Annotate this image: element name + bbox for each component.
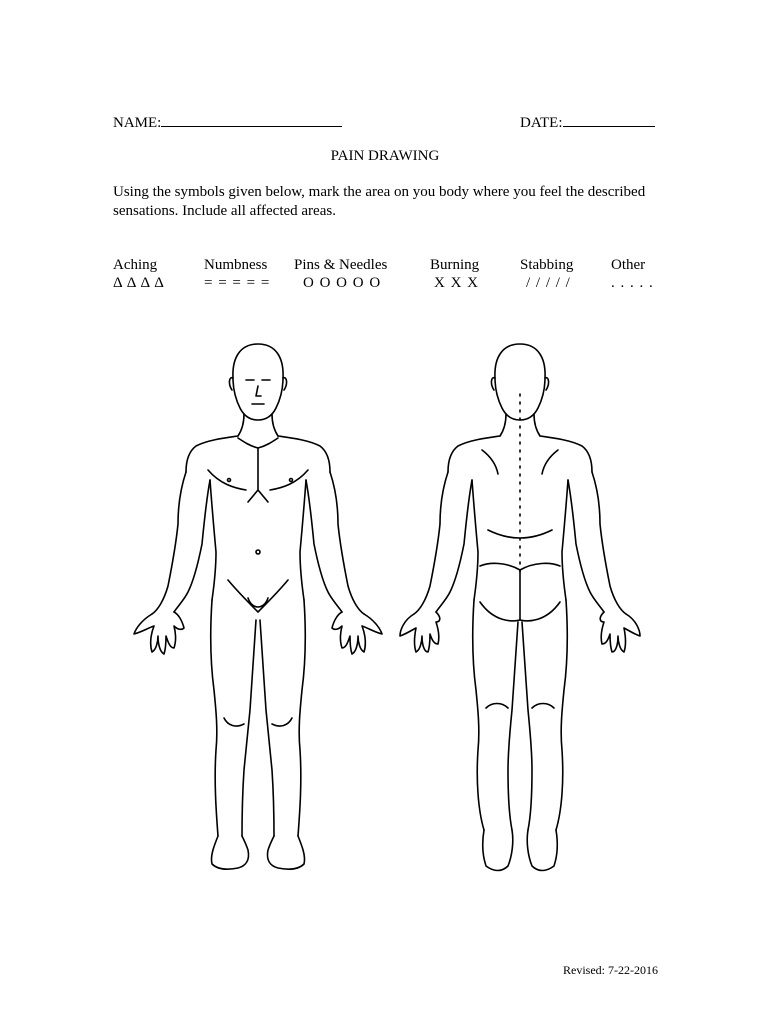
- legend-symbol: = = = = =: [204, 275, 271, 291]
- legend-item-other: [611, 256, 654, 292]
- name-label: NAME:: [113, 115, 162, 131]
- legend-symbol: . . . . .: [611, 275, 654, 291]
- legend-label: Stabbing: [520, 257, 574, 273]
- date-blank-line[interactable]: [563, 112, 655, 127]
- instructions-text: Using the symbols given below, mark the area on you body where you feel the described sensations. Include all affected areas.: [113, 184, 646, 219]
- legend-label: Aching: [113, 257, 158, 273]
- body-front-icon: [128, 330, 388, 890]
- legend-symbol: / / / / /: [526, 275, 571, 291]
- body-back-figure[interactable]: [390, 330, 650, 890]
- legend-item-pins-needles: [294, 256, 387, 292]
- legend-item-burning: [430, 256, 479, 292]
- legend-item-stabbing: [520, 256, 573, 292]
- name-blank-line[interactable]: [161, 112, 342, 127]
- legend-symbol: X X X: [434, 275, 479, 291]
- form-title: [0, 148, 770, 165]
- name-field[interactable]: [113, 112, 342, 132]
- legend-label: Pins & Needles: [294, 257, 388, 273]
- date-label: DATE:: [520, 115, 563, 131]
- legend-item-numbness: [204, 256, 270, 292]
- legend-label: Other: [611, 257, 646, 273]
- legend-label: Burning: [430, 257, 480, 273]
- legend-symbol: O O O O O: [303, 275, 382, 291]
- body-front-figure[interactable]: [128, 330, 388, 890]
- body-back-icon: [390, 330, 650, 890]
- legend-label: Numbness: [204, 257, 268, 273]
- date-field[interactable]: [520, 112, 655, 132]
- legend-symbol: Δ Δ Δ Δ: [113, 275, 165, 291]
- form-title-text: PAIN DRAWING: [330, 148, 440, 164]
- revision-date: Revised: 7-22-2016: [563, 963, 658, 977]
- legend-item-aching: [113, 256, 165, 292]
